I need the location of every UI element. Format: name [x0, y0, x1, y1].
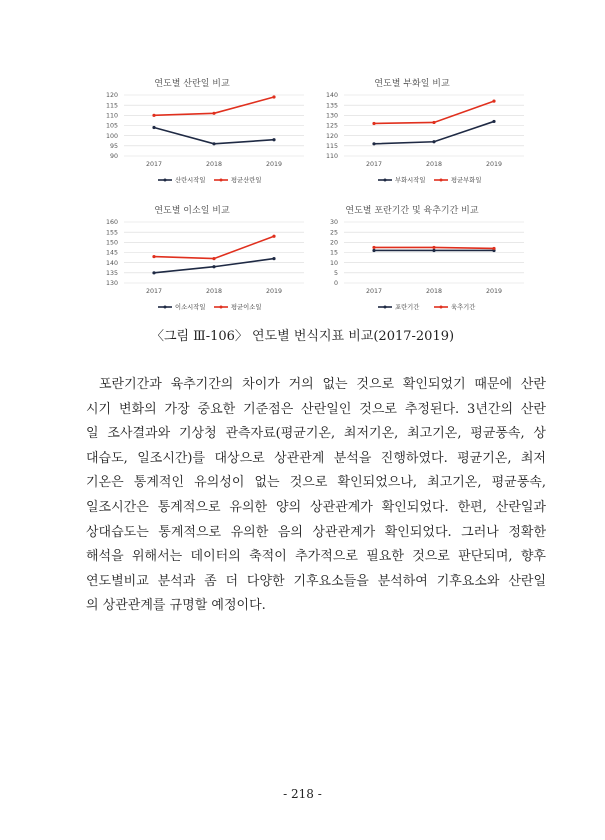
chart-fledging-date — [72, 203, 312, 321]
legend-label: 이소시작일 — [175, 304, 206, 312]
page-number: - 218 - — [283, 787, 322, 801]
y-tick-label: 135 — [105, 270, 118, 278]
legend-marker — [440, 306, 443, 309]
y-tick-label: 25 — [329, 229, 338, 237]
body-line: 대습도, 일조시간)를 대상으로 상관관계 분석을 진행하였다. 평균기온, 최저 — [86, 450, 546, 466]
x-tick-label: 2018 — [425, 288, 443, 295]
data-point — [492, 120, 495, 123]
body-line: 일조시간은 통계적으로 유의한 양의 상관관계가 확인되었다. 한편, 산란일과 — [86, 499, 546, 515]
y-tick-label: 10 — [329, 259, 338, 267]
legend-label: 평균부화일 — [451, 177, 482, 185]
legend-item — [158, 175, 205, 184]
data-point — [212, 142, 215, 145]
legend-marker — [220, 179, 223, 182]
series-line-2 — [154, 236, 274, 258]
body-line: 해석을 위해서는 데이터의 축적이 추가적으로 필요한 것으로 판단되며, 향후 — [86, 549, 546, 565]
y-tick-label: 15 — [329, 249, 338, 257]
data-point — [432, 140, 435, 143]
y-tick-label: 120 — [325, 132, 338, 140]
legend-item — [378, 302, 420, 311]
data-point — [372, 142, 375, 145]
data-point — [432, 249, 435, 252]
y-tick-label: 115 — [325, 143, 338, 151]
y-tick-label: 0 — [333, 280, 338, 288]
x-tick-label: 2019 — [485, 288, 503, 295]
chart-svg — [72, 203, 312, 321]
data-point — [432, 121, 435, 124]
data-point — [152, 126, 155, 129]
figure-caption: 〈그림 Ⅲ-106〉 연도별 번식지표 비교(2017-2019) — [150, 329, 455, 344]
legend-label: 육추기간 — [451, 304, 476, 312]
x-tick-label: 2019 — [265, 288, 283, 295]
legend-label: 포란기간 — [395, 304, 420, 312]
y-tick-label: 120 — [105, 92, 118, 100]
y-tick-label: 130 — [105, 280, 118, 288]
y-tick-label: 125 — [325, 122, 338, 130]
chart-title: 연도별 산란일 비교 — [154, 79, 230, 89]
data-point — [372, 122, 375, 125]
y-tick-label: 90 — [109, 153, 118, 161]
y-tick-label: 20 — [329, 239, 338, 247]
data-point — [152, 114, 155, 117]
x-tick-label: 2017 — [145, 288, 163, 295]
x-tick-label: 2017 — [145, 161, 163, 168]
data-point — [152, 255, 155, 258]
chart-svg — [292, 76, 532, 194]
data-point — [212, 112, 215, 115]
y-tick-label: 100 — [105, 132, 118, 140]
chart-svg — [292, 203, 532, 321]
y-tick-label: 95 — [109, 143, 118, 151]
y-tick-label: 5 — [333, 270, 338, 278]
legend-item — [158, 302, 205, 311]
y-tick-label: 105 — [105, 122, 118, 130]
data-point — [272, 235, 275, 238]
legend-marker — [384, 179, 387, 182]
x-tick-label: 2019 — [485, 161, 503, 168]
chart-title: 연도별 부화일 비교 — [374, 79, 450, 89]
body-paragraph — [86, 373, 546, 619]
legend-marker — [164, 306, 167, 309]
y-tick-label: 110 — [105, 112, 118, 120]
data-point — [492, 247, 495, 250]
body-line: 일 조사결과와 기상청 관측자료(평균기온, 최저기온, 최고기온, 평균풍속, 상 — [86, 426, 546, 442]
chart-laying-date — [72, 76, 312, 194]
chart-hatching-date — [292, 76, 532, 194]
series-line-2 — [374, 101, 494, 123]
body-line: 연도별비교 분석과 좀 더 다양한 기후요소들을 분석하여 기후요소와 산란일 — [86, 573, 546, 589]
data-point — [272, 95, 275, 98]
legend-item — [214, 302, 261, 311]
x-tick-label: 2018 — [205, 288, 223, 295]
legend-item — [214, 175, 261, 184]
y-tick-label: 130 — [325, 112, 338, 120]
y-tick-label: 30 — [329, 219, 338, 227]
chart-title: 연도별 포란기간 및 육추기간 비교 — [345, 206, 479, 216]
data-point — [372, 246, 375, 249]
body-line: 시기 변화의 가장 중요한 기준점은 산란일인 것으로 추정된다. 3년간의 산란 — [86, 401, 546, 417]
x-tick-label: 2018 — [205, 161, 223, 168]
legend-marker — [384, 306, 387, 309]
y-tick-label: 160 — [105, 219, 118, 227]
x-tick-label: 2017 — [365, 288, 383, 295]
legend-label: 평균이소일 — [231, 304, 262, 312]
chart-svg — [72, 76, 312, 194]
legend-label: 평균산란일 — [231, 177, 262, 185]
body-line: 상대습도는 통계적으로 유의한 음의 상관관계가 확인되었다. 그러나 정확한 — [86, 524, 546, 540]
y-tick-label: 140 — [105, 259, 118, 267]
legend-marker — [164, 179, 167, 182]
legend-item — [434, 302, 476, 311]
chart-title: 연도별 이소일 비교 — [154, 206, 230, 216]
legend-label: 산란시작일 — [175, 177, 206, 185]
body-line: 의 상관관계를 규명할 예정이다. — [86, 598, 266, 614]
legend-item — [434, 175, 481, 184]
y-tick-label: 115 — [105, 102, 118, 110]
data-point — [372, 249, 375, 252]
legend-item — [378, 175, 425, 184]
data-point — [272, 257, 275, 260]
y-tick-label: 135 — [325, 102, 338, 110]
y-tick-label: 145 — [105, 249, 118, 257]
chart-incubation-nestling-period — [292, 203, 532, 321]
data-point — [272, 138, 275, 141]
data-point — [212, 265, 215, 268]
y-tick-label: 110 — [325, 153, 338, 161]
data-point — [152, 271, 155, 274]
body-line: 포란기간과 육추기간의 차이가 거의 없는 것으로 확인되었기 때문에 산란 — [99, 377, 546, 392]
x-tick-label: 2018 — [425, 161, 443, 168]
y-tick-label: 150 — [105, 239, 118, 247]
y-tick-label: 140 — [325, 92, 338, 100]
data-point — [432, 246, 435, 249]
data-point — [212, 257, 215, 260]
legend-marker — [220, 306, 223, 309]
legend-label: 부화시작일 — [395, 177, 426, 185]
x-tick-label: 2017 — [365, 161, 383, 168]
data-point — [492, 100, 495, 103]
x-tick-label: 2019 — [265, 161, 283, 168]
y-tick-label: 155 — [105, 229, 118, 237]
body-line: 기온은 통계적인 유의성이 없는 것으로 확인되었으나, 최고기온, 평균풍속, — [86, 475, 546, 491]
legend-marker — [440, 179, 443, 182]
